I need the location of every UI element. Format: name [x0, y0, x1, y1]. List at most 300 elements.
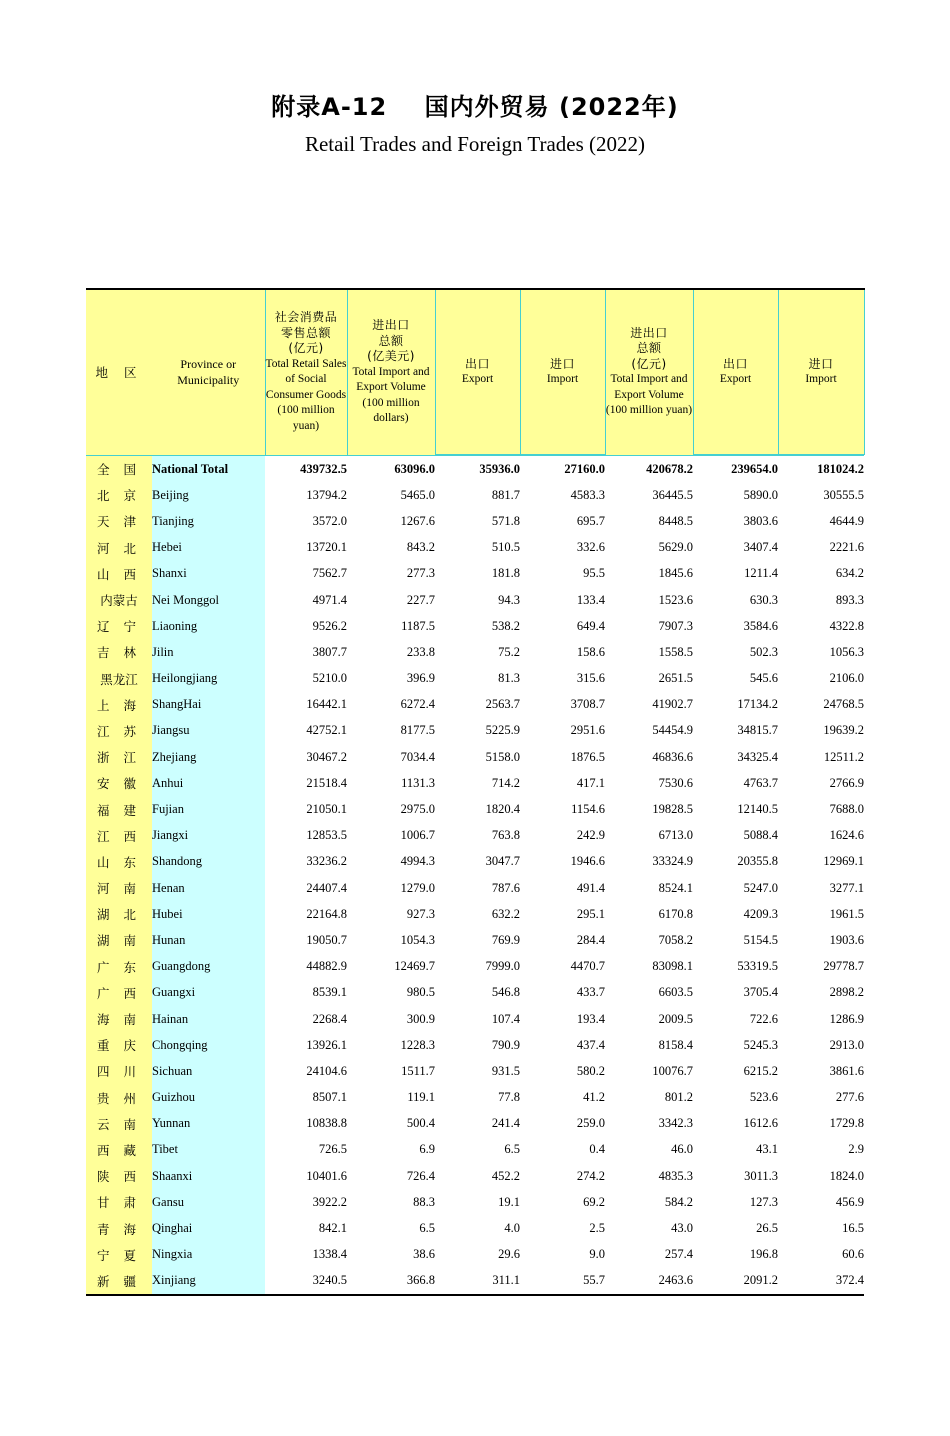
table-cell-value: 634.2 [778, 561, 864, 587]
table-cell-value: 35936.0 [435, 456, 520, 483]
table-cell-value: 695.7 [520, 508, 605, 534]
region-name-en: ShangHai [152, 692, 265, 718]
table-cell-value: 315.6 [520, 666, 605, 692]
table-cell-value: 311.1 [435, 1268, 520, 1295]
table-cell-value: 5158.0 [435, 744, 520, 770]
table-row [86, 718, 864, 744]
table-cell-value: 787.6 [435, 875, 520, 901]
table-cell-value: 0.4 [520, 1137, 605, 1163]
table-cell-value: 10838.8 [265, 1111, 347, 1137]
table-cell-value: 193.4 [520, 1006, 605, 1032]
table-cell-value: 9526.2 [265, 613, 347, 639]
table-cell-value: 5154.5 [693, 927, 778, 953]
region-name-en: Tibet [152, 1137, 265, 1163]
table-row [86, 1137, 864, 1163]
table-cell-value: 81.3 [435, 666, 520, 692]
table-cell-value: 119.1 [347, 1085, 435, 1111]
table-cell-value: 1558.5 [605, 639, 693, 665]
table-cell-value: 12969.1 [778, 849, 864, 875]
table-cell-value: 1056.3 [778, 639, 864, 665]
region-name-cn: 湖 北 [86, 901, 152, 927]
region-name-en: Nei Monggol [152, 587, 265, 613]
table-row [86, 980, 864, 1006]
region-name-en: Fujian [152, 796, 265, 822]
region-name-cn: 山 东 [86, 849, 152, 875]
table-cell-value: 893.3 [778, 587, 864, 613]
table-cell-value: 7999.0 [435, 954, 520, 980]
table-cell-value: 722.6 [693, 1006, 778, 1032]
table-cell-value: 3011.3 [693, 1163, 778, 1189]
table-cell-value: 181.8 [435, 561, 520, 587]
table-row [86, 744, 864, 770]
table-cell-value: 4994.3 [347, 849, 435, 875]
header-export-usd: 出口 Export [435, 289, 520, 455]
region-name-cn: 重 庆 [86, 1032, 152, 1058]
table-row [86, 1032, 864, 1058]
table-cell-value: 843.2 [347, 535, 435, 561]
table-cell-value: 44882.9 [265, 954, 347, 980]
table-cell-value: 6.5 [347, 1215, 435, 1241]
table-cell-value: 277.6 [778, 1085, 864, 1111]
table-cell-value: 12511.2 [778, 744, 864, 770]
table-cell-value: 21050.1 [265, 796, 347, 822]
table-cell-value: 24768.5 [778, 692, 864, 718]
region-name-en: Tianjing [152, 508, 265, 534]
region-name-cn: 广 西 [86, 980, 152, 1006]
table-cell-value: 6603.5 [605, 980, 693, 1006]
header-total-trade-cny: 进出口 总额 (亿元) Total Import and Export Volume (100 million yuan) [605, 289, 693, 455]
table-cell-value: 8177.5 [347, 718, 435, 744]
region-name-cn: 安 徽 [86, 770, 152, 796]
table-cell-value: 545.6 [693, 666, 778, 692]
region-name-en: Henan [152, 875, 265, 901]
table-row [86, 1058, 864, 1084]
header-total-trade-usd: 进出口 总额 (亿美元) Total Import and Export Volume (100 million dollars) [347, 289, 435, 455]
region-name-cn: 河 北 [86, 535, 152, 561]
table-cell-value: 46836.6 [605, 744, 693, 770]
table-cell-value: 107.4 [435, 1006, 520, 1032]
table-cell-value: 158.6 [520, 639, 605, 665]
region-name-cn: 山 西 [86, 561, 152, 587]
table-cell-value: 7688.0 [778, 796, 864, 822]
table-cell-value: 5225.9 [435, 718, 520, 744]
table-cell-value: 4835.3 [605, 1163, 693, 1189]
table-cell-value: 42752.1 [265, 718, 347, 744]
region-name-cn: 贵 州 [86, 1085, 152, 1111]
region-name-cn: 江 苏 [86, 718, 152, 744]
table-row [86, 875, 864, 901]
table-cell-value: 196.8 [693, 1242, 778, 1268]
table-cell-value: 1338.4 [265, 1242, 347, 1268]
table-row [86, 482, 864, 508]
header-total-retail-sales: 社会消费品 零售总额 (亿元) Total Retail Sales of Social Consumer Goods (100 million yuan) [265, 289, 347, 455]
table-cell-value: 769.9 [435, 927, 520, 953]
table-cell-value: 181024.2 [778, 456, 864, 483]
table-cell-value: 2898.2 [778, 980, 864, 1006]
table-cell-value: 26.5 [693, 1215, 778, 1241]
table-cell-value: 83098.1 [605, 954, 693, 980]
table-cell-value: 9.0 [520, 1242, 605, 1268]
region-name-en: Heilongjiang [152, 666, 265, 692]
table-cell-value: 227.7 [347, 587, 435, 613]
table-cell-value: 332.6 [520, 535, 605, 561]
table-cell-value: 38.6 [347, 1242, 435, 1268]
region-name-cn: 天 津 [86, 508, 152, 534]
table-cell-value: 8539.1 [265, 980, 347, 1006]
table-cell-value: 12853.5 [265, 823, 347, 849]
table-cell-value: 33236.2 [265, 849, 347, 875]
table-body [86, 456, 864, 1296]
table-cell-value: 571.8 [435, 508, 520, 534]
table-cell-value: 523.6 [693, 1085, 778, 1111]
region-name-cn: 甘 肃 [86, 1189, 152, 1215]
table-row [86, 587, 864, 613]
table-cell-value: 13794.2 [265, 482, 347, 508]
header-region-en: Province or Municipality [152, 289, 265, 455]
page-title-chinese: 附录A-12 国内外贸易 (2022年) [271, 93, 679, 121]
statistics-table-container [86, 288, 864, 1296]
table-cell-value: 2913.0 [778, 1032, 864, 1058]
table-cell-value: 8158.4 [605, 1032, 693, 1058]
region-name-cn: 湖 南 [86, 927, 152, 953]
table-cell-value: 5245.3 [693, 1032, 778, 1058]
region-name-en: Ningxia [152, 1242, 265, 1268]
header-region-cn: 地 区 [86, 289, 152, 455]
table-row [86, 456, 864, 483]
region-name-en: Gansu [152, 1189, 265, 1215]
table-cell-value: 3807.7 [265, 639, 347, 665]
table-cell-value: 7562.7 [265, 561, 347, 587]
table-cell-value: 6272.4 [347, 692, 435, 718]
table-cell-value: 19828.5 [605, 796, 693, 822]
table-cell-value: 584.2 [605, 1189, 693, 1215]
region-name-en: Hunan [152, 927, 265, 953]
region-name-en: Shanxi [152, 561, 265, 587]
table-cell-value: 3342.3 [605, 1111, 693, 1137]
table-cell-value: 19.1 [435, 1189, 520, 1215]
region-name-cn: 江 西 [86, 823, 152, 849]
table-cell-value: 24407.4 [265, 875, 347, 901]
table-row [86, 1189, 864, 1215]
table-cell-value: 2009.5 [605, 1006, 693, 1032]
region-name-cn: 新 疆 [86, 1268, 152, 1295]
table-cell-value: 41902.7 [605, 692, 693, 718]
table-cell-value: 20355.8 [693, 849, 778, 875]
table-cell-value: 300.9 [347, 1006, 435, 1032]
table-row [86, 613, 864, 639]
table-cell-value: 1228.3 [347, 1032, 435, 1058]
table-cell-value: 53319.5 [693, 954, 778, 980]
region-name-cn: 浙 江 [86, 744, 152, 770]
table-cell-value: 242.9 [520, 823, 605, 849]
table-cell-value: 7034.4 [347, 744, 435, 770]
region-name-cn: 福 建 [86, 796, 152, 822]
table-cell-value: 1511.7 [347, 1058, 435, 1084]
table-cell-value: 34815.7 [693, 718, 778, 744]
region-name-en: Hubei [152, 901, 265, 927]
table-cell-value: 6713.0 [605, 823, 693, 849]
table-cell-value: 1211.4 [693, 561, 778, 587]
table-cell-value: 8507.1 [265, 1085, 347, 1111]
table-row [86, 535, 864, 561]
table-cell-value: 19639.2 [778, 718, 864, 744]
table-row [86, 639, 864, 665]
region-name-en: Hainan [152, 1006, 265, 1032]
region-name-cn: 青 海 [86, 1215, 152, 1241]
table-cell-value: 274.2 [520, 1163, 605, 1189]
table-header-row [86, 289, 864, 455]
region-name-cn: 西 藏 [86, 1137, 152, 1163]
region-name-cn: 吉 林 [86, 639, 152, 665]
table-cell-value: 284.4 [520, 927, 605, 953]
table-cell-value: 63096.0 [347, 456, 435, 483]
table-cell-value: 2091.2 [693, 1268, 778, 1295]
table-cell-value: 649.4 [520, 613, 605, 639]
table-cell-value: 19050.7 [265, 927, 347, 953]
table-cell-value: 3861.6 [778, 1058, 864, 1084]
table-cell-value: 2563.7 [435, 692, 520, 718]
table-row [86, 666, 864, 692]
table-row [86, 1242, 864, 1268]
region-name-cn: 黑龙江 [86, 666, 152, 692]
region-name-cn: 海 南 [86, 1006, 152, 1032]
table-cell-value: 4644.9 [778, 508, 864, 534]
table-cell-value: 1154.6 [520, 796, 605, 822]
table-cell-value: 43.0 [605, 1215, 693, 1241]
title-block [0, 92, 950, 157]
table-cell-value: 6.9 [347, 1137, 435, 1163]
table-cell-value: 763.8 [435, 823, 520, 849]
table-cell-value: 1961.5 [778, 901, 864, 927]
table-cell-value: 1820.4 [435, 796, 520, 822]
table-cell-value: 13926.1 [265, 1032, 347, 1058]
table-cell-value: 2975.0 [347, 796, 435, 822]
table-row [86, 1268, 864, 1295]
table-cell-value: 5088.4 [693, 823, 778, 849]
region-name-en: Shaanxi [152, 1163, 265, 1189]
region-name-cn: 四 川 [86, 1058, 152, 1084]
table-cell-value: 1903.6 [778, 927, 864, 953]
table-row [86, 954, 864, 980]
table-cell-value: 41.2 [520, 1085, 605, 1111]
table-cell-value: 790.9 [435, 1032, 520, 1058]
table-cell-value: 452.2 [435, 1163, 520, 1189]
region-name-cn: 内蒙古 [86, 587, 152, 613]
table-row [86, 1163, 864, 1189]
table-cell-value: 7058.2 [605, 927, 693, 953]
table-cell-value: 8524.1 [605, 875, 693, 901]
table-cell-value: 133.4 [520, 587, 605, 613]
table-cell-value: 259.0 [520, 1111, 605, 1137]
table-cell-value: 1845.6 [605, 561, 693, 587]
table-cell-value: 5465.0 [347, 482, 435, 508]
table-cell-value: 714.2 [435, 770, 520, 796]
table-cell-value: 6.5 [435, 1137, 520, 1163]
table-cell-value: 5247.0 [693, 875, 778, 901]
table-cell-value: 1286.9 [778, 1006, 864, 1032]
region-name-en: Jiangxi [152, 823, 265, 849]
region-name-cn: 陕 西 [86, 1163, 152, 1189]
table-cell-value: 500.4 [347, 1111, 435, 1137]
table-cell-value: 726.5 [265, 1137, 347, 1163]
region-name-cn: 北 京 [86, 482, 152, 508]
table-cell-value: 1523.6 [605, 587, 693, 613]
table-cell-value: 1612.6 [693, 1111, 778, 1137]
table-cell-value: 34325.4 [693, 744, 778, 770]
table-cell-value: 69.2 [520, 1189, 605, 1215]
table-cell-value: 881.7 [435, 482, 520, 508]
table-cell-value: 16.5 [778, 1215, 864, 1241]
region-name-en: Shandong [152, 849, 265, 875]
table-cell-value: 7530.6 [605, 770, 693, 796]
table-cell-value: 502.3 [693, 639, 778, 665]
region-name-en: Liaoning [152, 613, 265, 639]
table-cell-value: 842.1 [265, 1215, 347, 1241]
table-cell-value: 94.3 [435, 587, 520, 613]
region-name-en: Hebei [152, 535, 265, 561]
region-name-en: Chongqing [152, 1032, 265, 1058]
table-cell-value: 6215.2 [693, 1058, 778, 1084]
table-cell-value: 3240.5 [265, 1268, 347, 1295]
table-cell-value: 1729.8 [778, 1111, 864, 1137]
table-cell-value: 13720.1 [265, 535, 347, 561]
table-cell-value: 801.2 [605, 1085, 693, 1111]
table-cell-value: 366.8 [347, 1268, 435, 1295]
table-cell-value: 4.0 [435, 1215, 520, 1241]
region-name-en: Guizhou [152, 1085, 265, 1111]
table-cell-value: 43.1 [693, 1137, 778, 1163]
table-cell-value: 1876.5 [520, 744, 605, 770]
table-cell-value: 632.2 [435, 901, 520, 927]
table-cell-value: 433.7 [520, 980, 605, 1006]
table-cell-value: 3047.7 [435, 849, 520, 875]
table-row [86, 849, 864, 875]
table-cell-value: 417.1 [520, 770, 605, 796]
trade-statistics-table [86, 288, 865, 1296]
table-cell-value: 1946.6 [520, 849, 605, 875]
region-name-en: Jilin [152, 639, 265, 665]
table-cell-value: 1006.7 [347, 823, 435, 849]
table-cell-value: 27160.0 [520, 456, 605, 483]
table-cell-value: 77.8 [435, 1085, 520, 1111]
region-name-cn: 河 南 [86, 875, 152, 901]
table-cell-value: 4209.3 [693, 901, 778, 927]
table-cell-value: 2766.9 [778, 770, 864, 796]
table-cell-value: 6170.8 [605, 901, 693, 927]
table-cell-value: 1624.6 [778, 823, 864, 849]
table-cell-value: 2106.0 [778, 666, 864, 692]
table-cell-value: 1187.5 [347, 613, 435, 639]
table-cell-value: 277.3 [347, 561, 435, 587]
table-cell-value: 60.6 [778, 1242, 864, 1268]
region-name-en: Anhui [152, 770, 265, 796]
table-cell-value: 456.9 [778, 1189, 864, 1215]
table-cell-value: 927.3 [347, 901, 435, 927]
table-cell-value: 3277.1 [778, 875, 864, 901]
table-cell-value: 24104.6 [265, 1058, 347, 1084]
table-cell-value: 726.4 [347, 1163, 435, 1189]
region-name-cn: 辽 宁 [86, 613, 152, 639]
table-cell-value: 2463.6 [605, 1268, 693, 1295]
table-row [86, 508, 864, 534]
table-cell-value: 10076.7 [605, 1058, 693, 1084]
table-cell-value: 2.9 [778, 1137, 864, 1163]
table-cell-value: 2951.6 [520, 718, 605, 744]
table-cell-value: 30467.2 [265, 744, 347, 770]
table-cell-value: 3922.2 [265, 1189, 347, 1215]
table-cell-value: 1279.0 [347, 875, 435, 901]
table-cell-value: 510.5 [435, 535, 520, 561]
region-name-cn: 宁 夏 [86, 1242, 152, 1268]
table-cell-value: 5890.0 [693, 482, 778, 508]
region-name-en: Guangdong [152, 954, 265, 980]
table-cell-value: 54454.9 [605, 718, 693, 744]
table-cell-value: 931.5 [435, 1058, 520, 1084]
table-row [86, 927, 864, 953]
region-name-en: Zhejiang [152, 744, 265, 770]
table-cell-value: 127.3 [693, 1189, 778, 1215]
region-name-en: Jiangsu [152, 718, 265, 744]
table-cell-value: 396.9 [347, 666, 435, 692]
table-cell-value: 95.5 [520, 561, 605, 587]
table-cell-value: 3407.4 [693, 535, 778, 561]
table-cell-value: 12469.7 [347, 954, 435, 980]
table-cell-value: 4971.4 [265, 587, 347, 613]
region-name-cn: 云 南 [86, 1111, 152, 1137]
region-name-en: Yunnan [152, 1111, 265, 1137]
table-cell-value: 21518.4 [265, 770, 347, 796]
table-cell-value: 29.6 [435, 1242, 520, 1268]
table-cell-value: 5210.0 [265, 666, 347, 692]
table-cell-value: 580.2 [520, 1058, 605, 1084]
region-name-cn: 广 东 [86, 954, 152, 980]
header-export-cny: 出口 Export [693, 289, 778, 455]
header-import-cny: 进口 Import [778, 289, 864, 455]
table-row [86, 561, 864, 587]
table-cell-value: 491.4 [520, 875, 605, 901]
table-cell-value: 10401.6 [265, 1163, 347, 1189]
table-cell-value: 4470.7 [520, 954, 605, 980]
region-name-en: Guangxi [152, 980, 265, 1006]
table-cell-value: 2221.6 [778, 535, 864, 561]
table-cell-value: 257.4 [605, 1242, 693, 1268]
table-cell-value: 295.1 [520, 901, 605, 927]
table-cell-value: 2.5 [520, 1215, 605, 1241]
table-row [86, 823, 864, 849]
table-cell-value: 46.0 [605, 1137, 693, 1163]
table-cell-value: 3708.7 [520, 692, 605, 718]
table-row [86, 796, 864, 822]
table-cell-value: 1131.3 [347, 770, 435, 796]
table-cell-value: 980.5 [347, 980, 435, 1006]
table-cell-value: 22164.8 [265, 901, 347, 927]
table-cell-value: 5629.0 [605, 535, 693, 561]
table-cell-value: 3705.4 [693, 980, 778, 1006]
table-cell-value: 630.3 [693, 587, 778, 613]
table-cell-value: 439732.5 [265, 456, 347, 483]
table-cell-value: 372.4 [778, 1268, 864, 1295]
table-cell-value: 3584.6 [693, 613, 778, 639]
table-row [86, 901, 864, 927]
table-cell-value: 2268.4 [265, 1006, 347, 1032]
table-cell-value: 1267.6 [347, 508, 435, 534]
table-cell-value: 30555.5 [778, 482, 864, 508]
table-cell-value: 3572.0 [265, 508, 347, 534]
table-row [86, 770, 864, 796]
table-cell-value: 4322.8 [778, 613, 864, 639]
region-name-en: National Total [152, 456, 265, 483]
region-name-en: Sichuan [152, 1058, 265, 1084]
